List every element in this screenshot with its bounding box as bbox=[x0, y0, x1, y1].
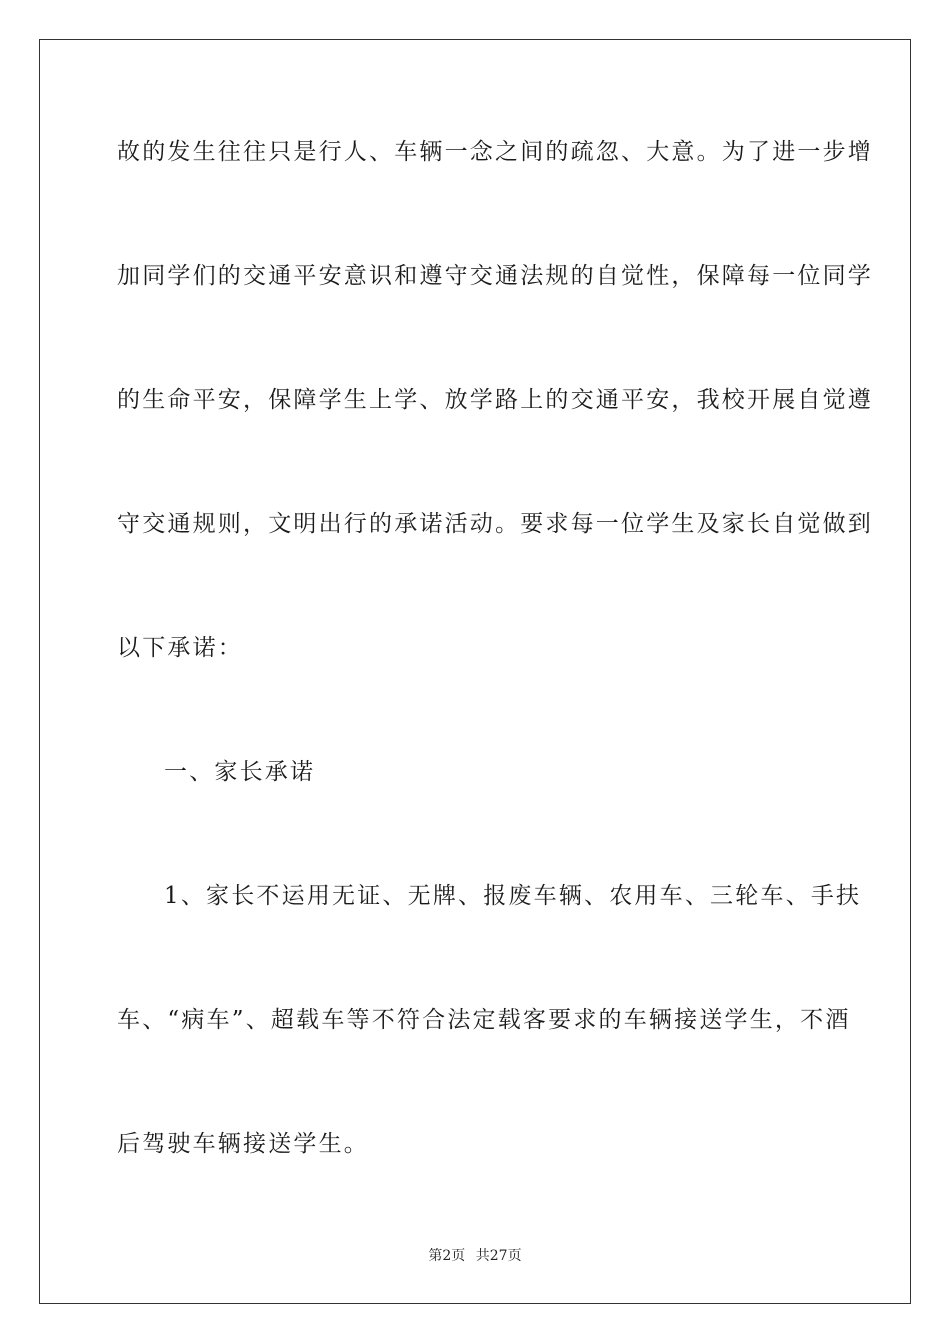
page-footer bbox=[0, 1246, 950, 1266]
body-text-line: 以下承诺： bbox=[117, 635, 243, 661]
section-heading: 一、家长承诺 bbox=[164, 759, 316, 785]
body-text-line: 的生命平安，保障学生上学、放学路上的交通平安，我校开展自觉遵 bbox=[117, 387, 873, 413]
page-total: 共27页 bbox=[475, 1248, 522, 1264]
page-number: 第2页 bbox=[428, 1248, 466, 1264]
body-text-line: 车、“病车”、超载车等不符合法定载客要求的车辆接送学生，不酒 bbox=[117, 1007, 851, 1033]
body-text-line: 加同学们的交通平安意识和遵守交通法规的自觉性，保障每一位同学 bbox=[117, 263, 873, 289]
body-text-line: 1、家长不运用无证、无牌、报废车辆、农用车、三轮车、手扶 bbox=[164, 883, 862, 909]
page-border bbox=[39, 39, 911, 1304]
body-text-line: 故的发生往往只是行人、车辆一念之间的疏忽、大意。为了进一步增 bbox=[117, 139, 873, 165]
body-text-line: 后驾驶车辆接送学生。 bbox=[117, 1131, 369, 1157]
body-text-line: 守交通规则，文明出行的承诺活动。要求每一位学生及家长自觉做到 bbox=[117, 511, 873, 537]
